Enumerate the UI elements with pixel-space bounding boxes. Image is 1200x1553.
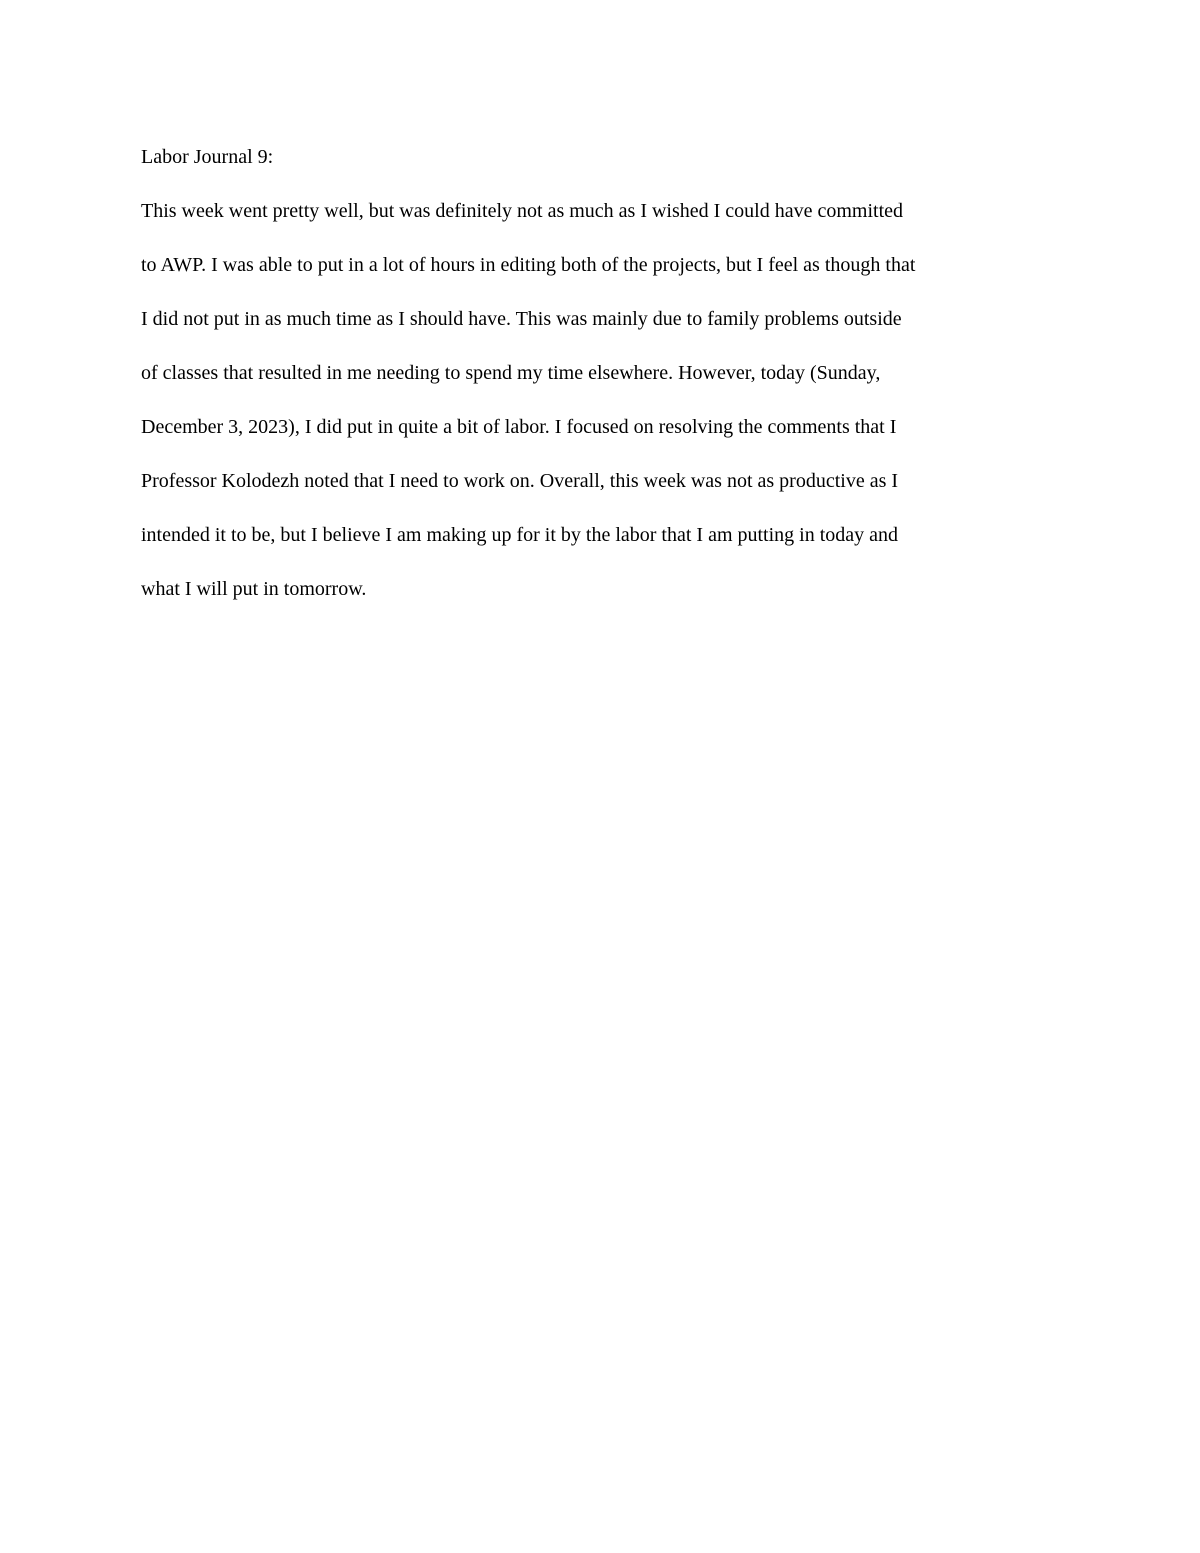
document-title: Labor Journal 9:	[141, 146, 274, 168]
paragraph-line: what I will put in tomorrow.	[141, 578, 367, 600]
paragraph-line: to AWP. I was able to put in a lot of hours in editing both of the projects, but I feel as though that	[141, 254, 916, 276]
paragraph-line: Professor Kolodezh noted that I need to work on. Overall, this week was not as productive as I	[141, 470, 899, 492]
paragraph-line: of classes that resulted in me needing to spend my time elsewhere. However, today (Sunday,	[141, 362, 881, 384]
paragraph-line: intended it to be, but I believe I am making up for it by the labor that I am putting in today and	[141, 524, 899, 546]
paragraph-line: This week went pretty well, but was definitely not as much as I wished I could have committed	[141, 200, 904, 222]
paragraph-line: I did not put in as much time as I should have. This was mainly due to family problems outside	[141, 308, 902, 330]
paragraph-line: December 3, 2023), I did put in quite a bit of labor. I focused on resolving the comments that I	[141, 416, 897, 438]
document-body	[141, 140, 1061, 626]
